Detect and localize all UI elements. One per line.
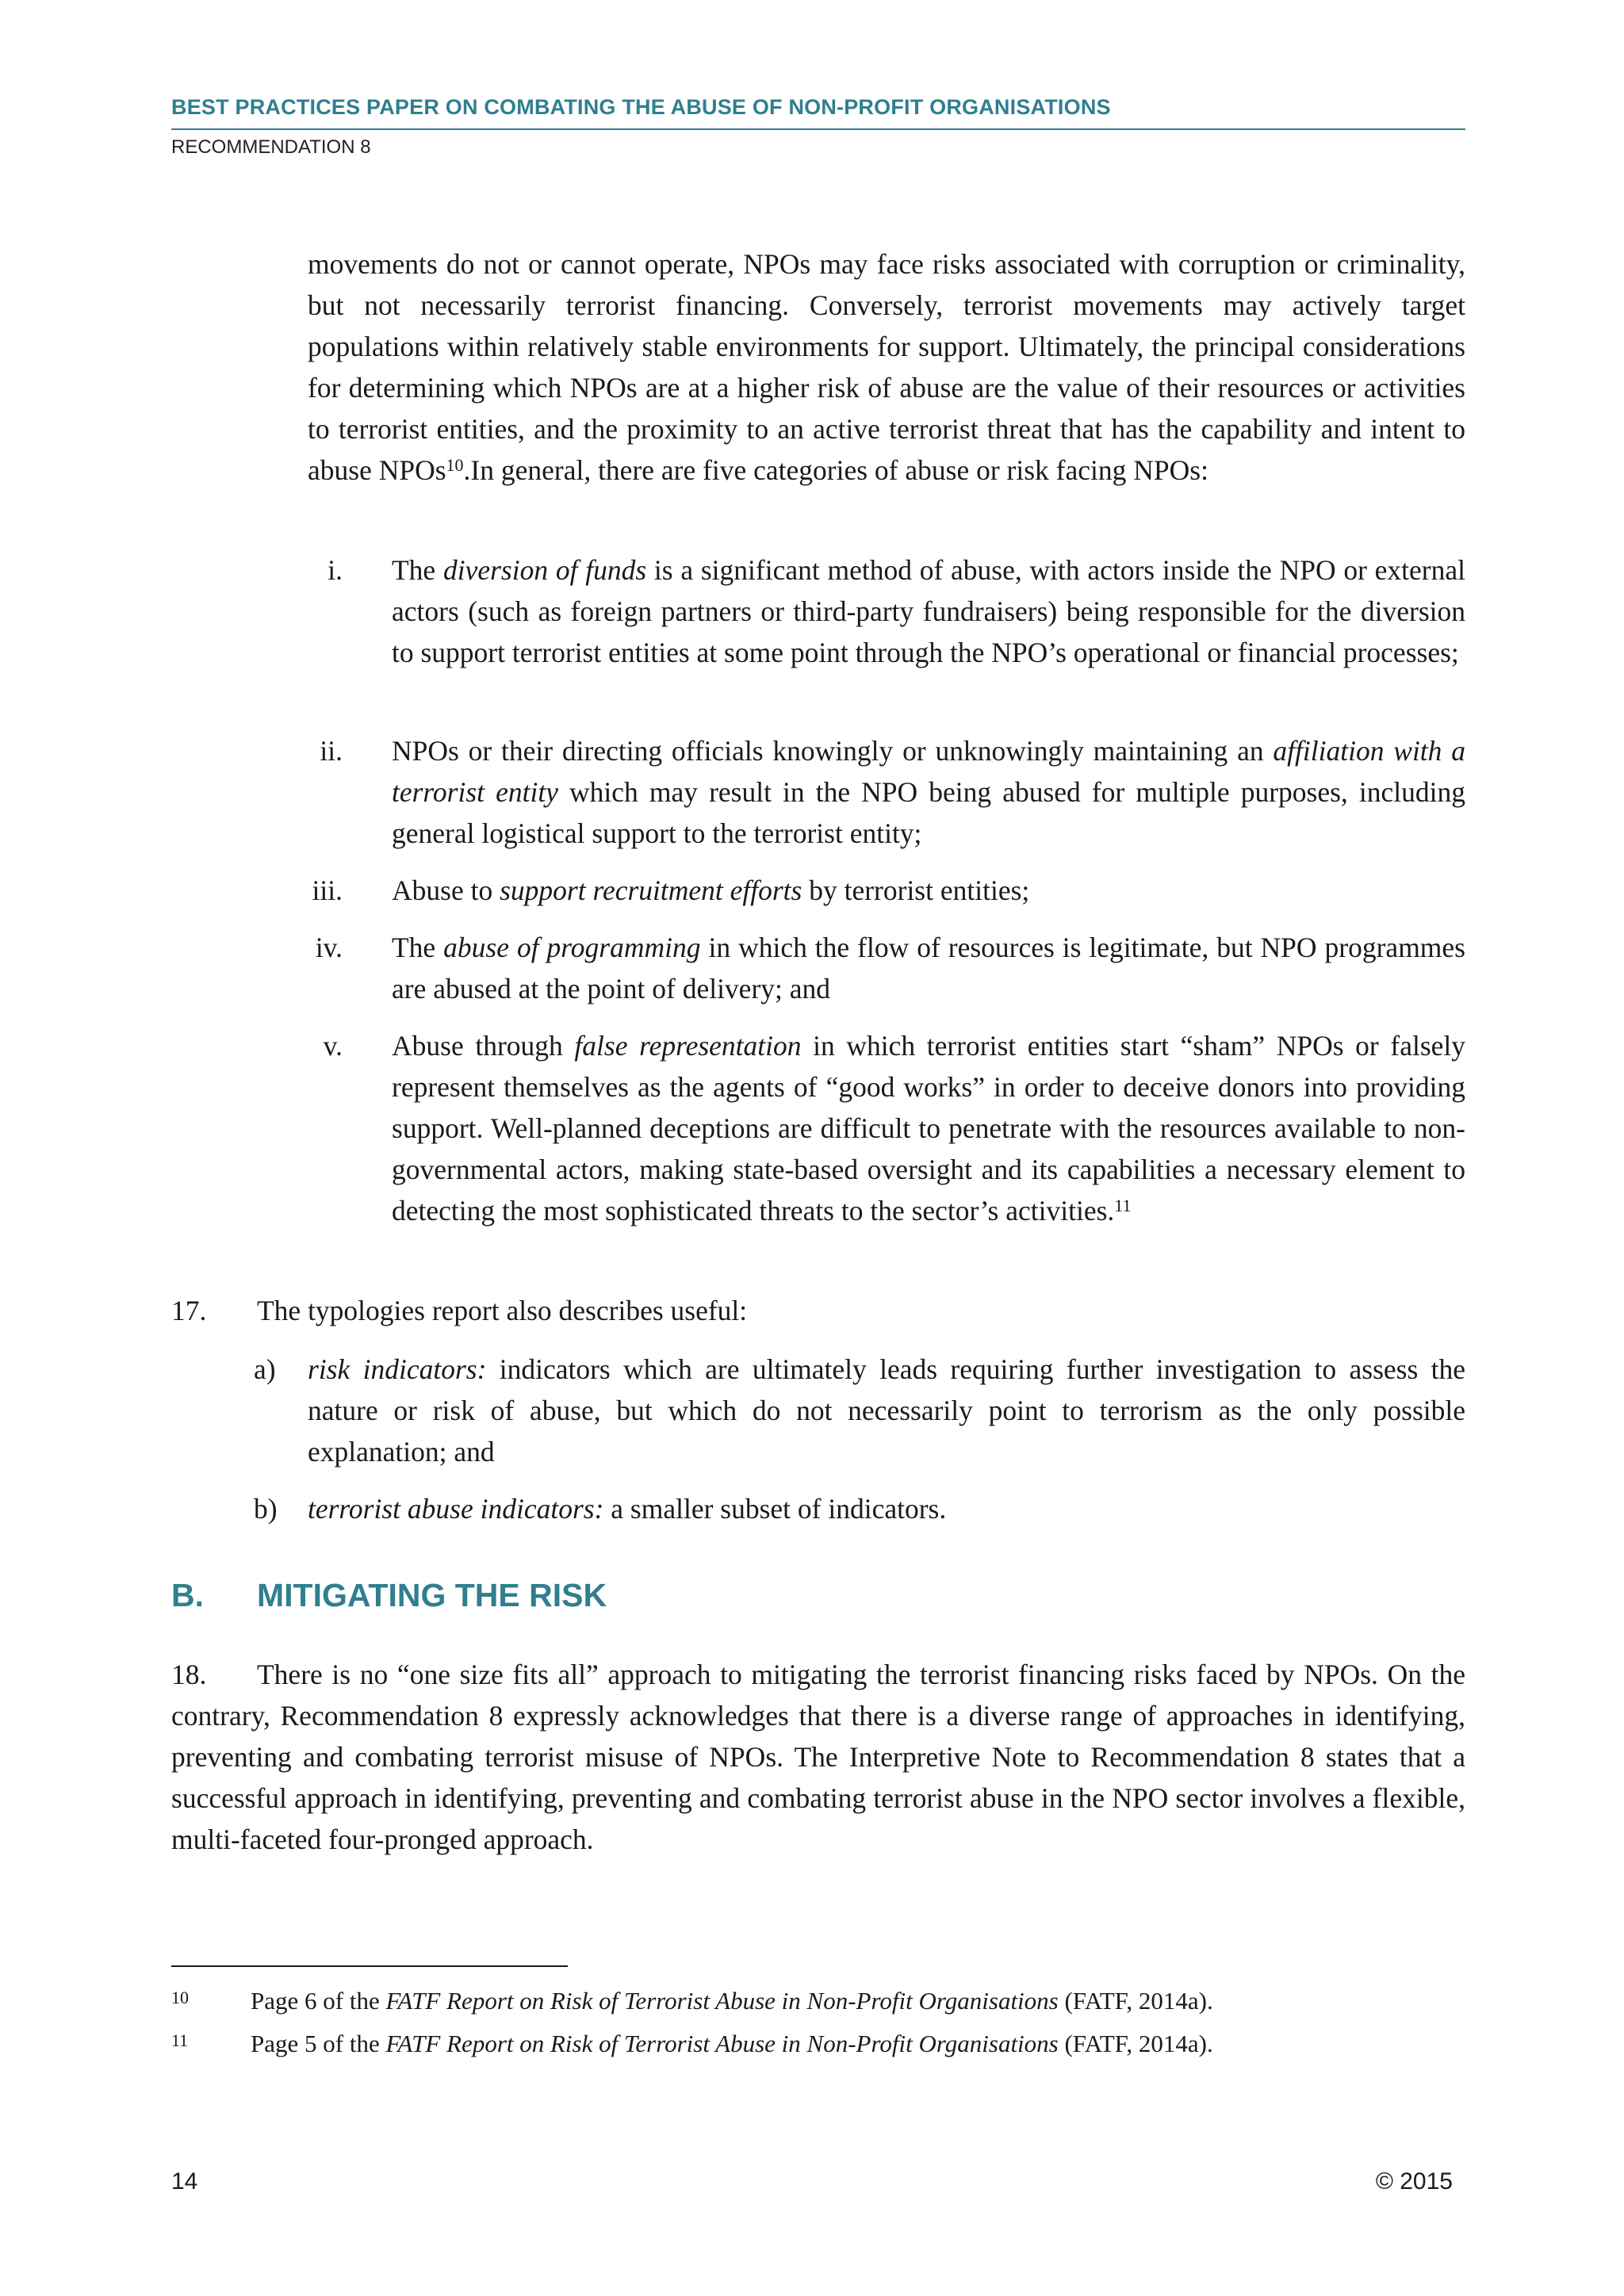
category-marker-iv: iv. [315, 932, 343, 963]
header-rule [171, 128, 1465, 130]
para18 [171, 1654, 1465, 1860]
page-number: 14 [171, 2168, 198, 2195]
para17-text: The typologies report also describes useful: [257, 1295, 748, 1326]
footnote-number: 10 [171, 1988, 189, 2007]
para17-marker-b: b) [254, 1493, 278, 1525]
category-marker-i: i. [327, 554, 343, 586]
category-item-i: The diversion of funds is a significant method of abuse, with actors inside the NPO or external actors (such as foreign partners or third-party fundraisers) being responsible for the diversion to support terrorist entities at some point through the NPO’s operational or financial processes; [392, 554, 1465, 668]
copyright: © 2015 [1375, 2168, 1453, 2195]
footnote-ref-10[interactable]: 10 [446, 455, 464, 475]
intro-text-after: .In general, there are five categories of abuse or risk facing NPOs: [463, 454, 1208, 486]
intro-paragraph [308, 243, 1465, 491]
para17-number: 17. [171, 1295, 207, 1326]
category-item-v: Abuse through false representation in which terrorist entities start “sham” NPOs or falsely represent themselves as the agents of “good works” in order to deceive donors into providing support. Well-planned deceptions are difficult to penetrate with the resources available to non-governmental actors, making state-based oversight and its capabilities a necessary element to detecting the most sophisticated threats to the sector’s activities.$^{11}$ [392, 1030, 1465, 1226]
header-subtitle: RECOMMENDATION 8 [171, 136, 371, 158]
para18-number: 18. [171, 1659, 207, 1690]
para18-text: There is no “one size fits all” approach to mitigating the terrorist financing risks faced by NPOs. On the contrary, Recommendation 8 expressly acknowledges that there is a diverse range of approaches in identifying, preventing and combating terrorist misuse of NPOs. The Interpretive Note to Recommendation 8 states that a successful approach in identifying, preventing and combating terrorist abuse in the NPO sector involves a flexible, multi-faceted four-pronged approach. [171, 1659, 1465, 1855]
footnote-rule [171, 1965, 568, 1967]
para17-item-a: risk indicators: indicators which are ultimately leads requiring further investigation to assess the nature or risk of abuse, but which do not necessarily point to terrorism as the only possible explanation; and [308, 1353, 1465, 1468]
footnote-number: 11 [171, 2030, 189, 2050]
category-marker-v: v. [323, 1030, 343, 1062]
category-marker-iii: iii. [312, 874, 343, 906]
header-title: BEST PRACTICES PAPER ON COMBATING THE ABUSE OF NON-PROFIT ORGANISATIONS [171, 95, 1111, 119]
category-marker-ii: ii. [320, 735, 343, 767]
footnote-text: Page 5 of the FATF Report on Risk of Terrorist Abuse in Non-Profit Organisations (FATF, 2014a). [251, 2030, 1213, 2057]
para17-marker-a: a) [254, 1353, 276, 1385]
section-title: MITIGATING THE RISK [257, 1577, 607, 1613]
category-item-iii: Abuse to support recruitment efforts by terrorist entities; [392, 874, 1030, 906]
footnote-ref-11[interactable]: 11 [1114, 1196, 1132, 1215]
para17-item-b: terrorist abuse indicators: a smaller subset of indicators. [308, 1493, 947, 1525]
intro-text: movements do not or cannot operate, NPOs may face risks associated with corruption or criminality, but not necessarily terrorist financing. Conversely, terrorist movements may actively target populations within relatively stable environments for support. Ultimately, the principal considerations for determining which NPOs are at a higher risk of abuse are the value of their resources or activities to terrorist entities, and the proximity to an active terrorist threat that has the capability and intent to abuse NPOs [308, 248, 1465, 486]
section-number: B. [171, 1577, 204, 1613]
category-item-ii: NPOs or their directing officials knowingly or unknowingly maintaining an affiliation with a terrorist entity which may result in the NPO being abused for multiple purposes, including general logistical support to the terrorist entity; [392, 735, 1465, 849]
footnote-text: Page 6 of the FATF Report on Risk of Terrorist Abuse in Non-Profit Organisations (FATF, 2014a). [251, 1987, 1213, 2015]
category-item-iv: The abuse of programming in which the flow of resources is legitimate, but NPO programmes are abused at the point of delivery; and [392, 932, 1465, 1004]
section-heading [171, 1577, 607, 1614]
